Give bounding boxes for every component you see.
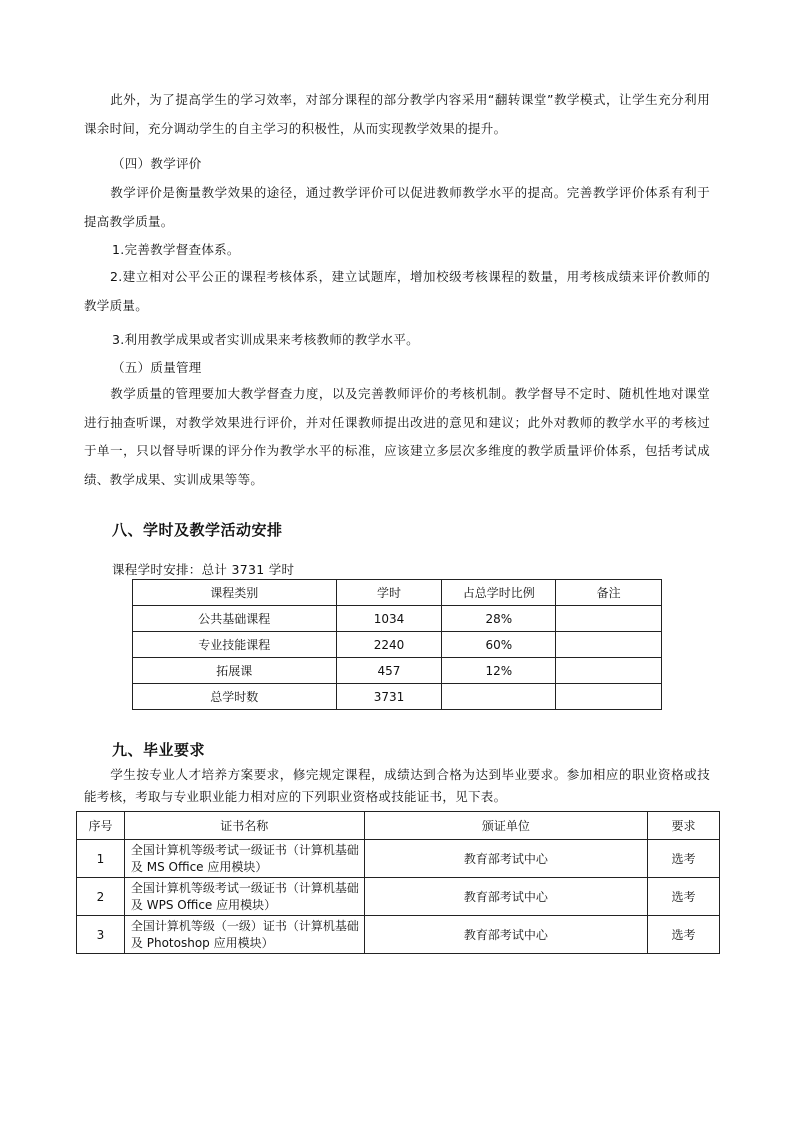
certificate-table (76, 811, 720, 954)
paragraph-text: 此外，为了提高学生的学习效率，对部分课程的部分教学内容采用“翻转课堂”教学模式，让学生充分利用课余时间，充分调动学生的自主学习的积极性，从而实现教学效果的提升。 (84, 92, 710, 136)
paragraph-flipped-classroom (84, 86, 710, 143)
table-cell (556, 632, 662, 658)
table-cell (556, 606, 662, 632)
subheading-teaching-evaluation: （四）教学评价 (112, 156, 202, 171)
table-row (133, 632, 662, 658)
list-item-1: 1.完善教学督查体系。 (112, 242, 240, 257)
list-item-2 (84, 263, 710, 320)
table-header-cell: 占总学时比例 (442, 580, 556, 606)
table-cell: 教育部考试中心 (364, 878, 647, 916)
paragraph-text: 2.建立相对公平公正的课程考核体系，建立试题库，增加校级考核课程的数量，用考核成绩来评价教师的教学质量。 (84, 269, 710, 313)
table-cell: 全国计算机等级（一级）证书（计算机基础及 Photoshop 应用模块） (124, 916, 364, 954)
table-cell: 3731 (336, 684, 442, 710)
table-cell: 选考 (648, 878, 720, 916)
table-cell: 2 (77, 878, 125, 916)
table-cell: 教育部考试中心 (364, 916, 647, 954)
table-cell: 28% (442, 606, 556, 632)
paragraph-quality (84, 380, 710, 494)
paragraph-evaluation (84, 179, 710, 236)
table-row (77, 840, 720, 878)
table-cell: 专业技能课程 (133, 632, 337, 658)
table-header-row (77, 812, 720, 840)
table-cell: 选考 (648, 840, 720, 878)
table-row (77, 916, 720, 954)
table-cell: 2240 (336, 632, 442, 658)
paragraph-text: 教学质量的管理要加大教学督查力度，以及完善教师评价的考核机制。教学督导不定时、随机性地对课堂进行抽查听课，对教学效果进行评价，并对任课教师提出改进的意见和建议；此外对教师的教学水平的考核过于单一，只以督导听课的评分作为教学水平的标准，应该建立多层次多维度的教学质量评价体系，包括考试成绩、教学成果、实训成果等等。 (84, 386, 710, 487)
table-header-cell: 证书名称 (124, 812, 364, 840)
table-row (133, 684, 662, 710)
section-heading-hours: 八、学时及教学活动安排 (112, 521, 283, 539)
section-heading-graduation: 九、毕业要求 (112, 741, 206, 759)
list-item-3: 3.利用教学成果或者实训成果来考核教师的教学水平。 (112, 332, 419, 347)
table-header-cell: 要求 (648, 812, 720, 840)
table-cell (556, 658, 662, 684)
table-cell: 选考 (648, 916, 720, 954)
table-cell: 457 (336, 658, 442, 684)
table-cell: 1034 (336, 606, 442, 632)
table-cell: 总学时数 (133, 684, 337, 710)
table-row (133, 658, 662, 684)
paragraph-text: 教学评价是衡量教学效果的途径，通过教学评价可以促进教师教学水平的提高。完善教学评价体系有利于提高教学质量。 (84, 185, 710, 229)
table-header-cell: 课程类别 (133, 580, 337, 606)
table-cell: 1 (77, 840, 125, 878)
hours-table (132, 579, 662, 710)
paragraph-text: 学生按专业人才培养方案要求，修完规定课程，成绩达到合格为达到毕业要求。参加相应的职业资格或技能考核，考取与专业职业能力相对应的下列职业资格或技能证书，见下表。 (84, 767, 710, 804)
table-cell (442, 684, 556, 710)
table-cell: 全国计算机等级考试一级证书（计算机基础及 MS Office 应用模块） (124, 840, 364, 878)
table-row (77, 878, 720, 916)
table-header-cell: 备注 (556, 580, 662, 606)
table-header-cell: 学时 (336, 580, 442, 606)
table-row (133, 606, 662, 632)
table-cell: 教育部考试中心 (364, 840, 647, 878)
table-cell: 公共基础课程 (133, 606, 337, 632)
paragraph-graduation (84, 764, 710, 808)
table-header-cell: 序号 (77, 812, 125, 840)
table-header-row (133, 580, 662, 606)
subheading-quality-management: （五）质量管理 (112, 360, 202, 375)
table-cell: 全国计算机等级考试一级证书（计算机基础及 WPS Office 应用模块） (124, 878, 364, 916)
table-cell (556, 684, 662, 710)
hours-caption: 课程学时安排：总计 3731 学时 (112, 562, 295, 577)
table-cell: 12% (442, 658, 556, 684)
table-cell: 拓展课 (133, 658, 337, 684)
table-header-cell: 颁证单位 (364, 812, 647, 840)
table-cell: 3 (77, 916, 125, 954)
table-cell: 60% (442, 632, 556, 658)
